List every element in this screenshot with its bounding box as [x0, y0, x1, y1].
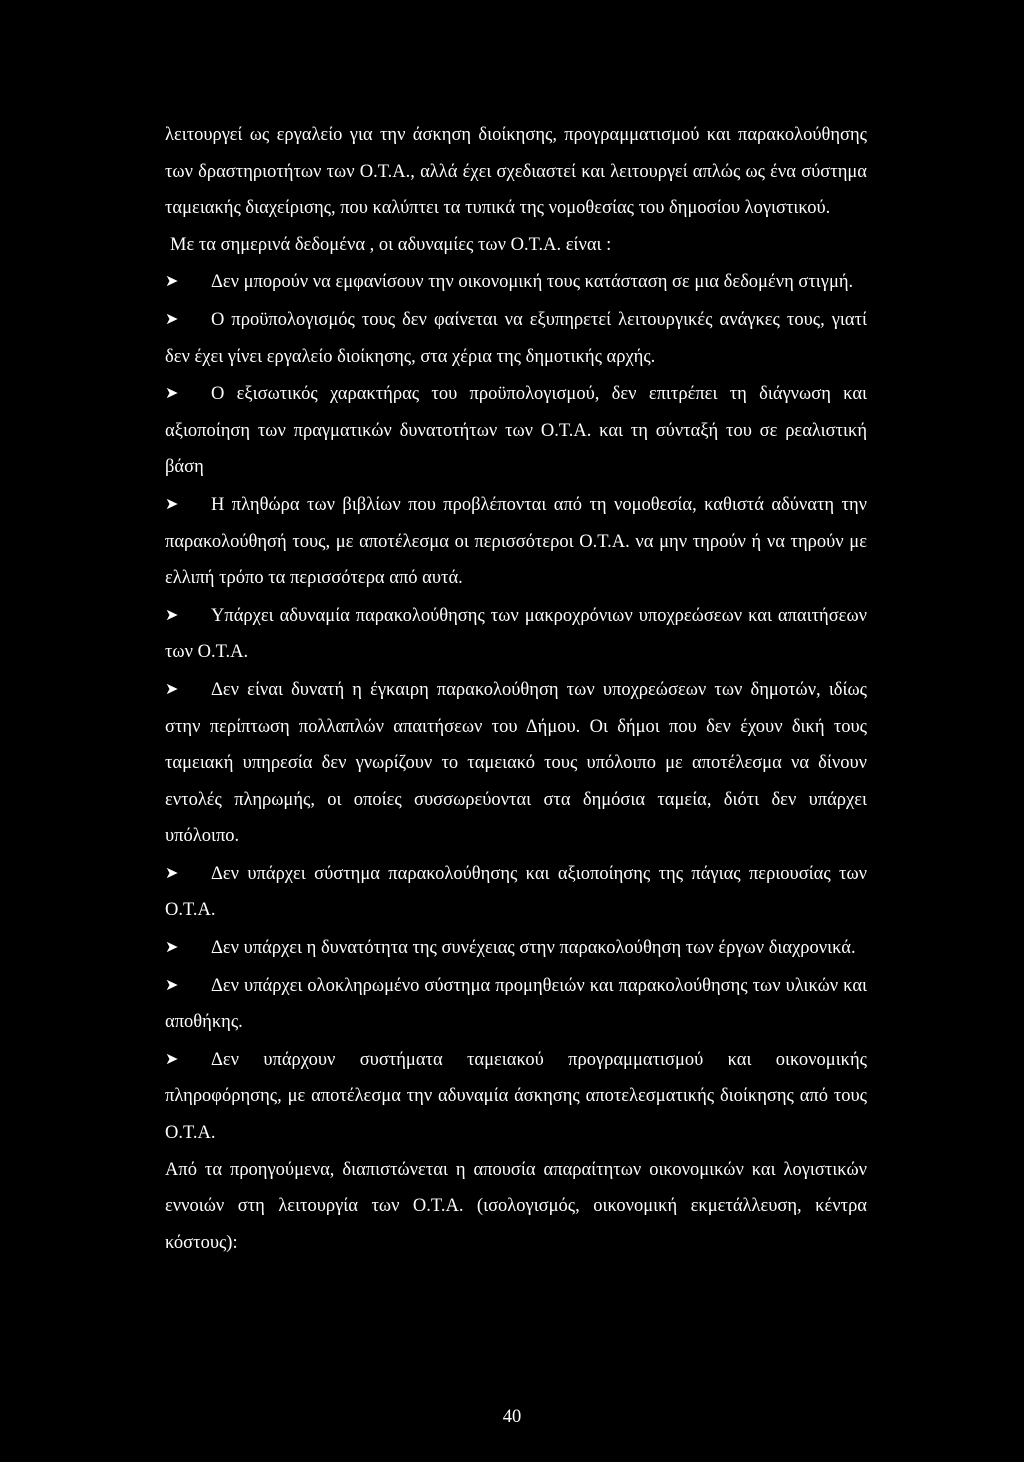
bullet-text: Δεν υπάρχει η δυνατότητα της συνέχειας στην παρακολούθηση των έργων διαχρονικά.	[211, 938, 856, 959]
arrowhead-bullet-icon: ➤	[165, 1048, 179, 1068]
bullet-text: Δεν υπάρχουν συστήματα ταμειακού προγραμματισμού και οικονομικής πληροφόρησης, με αποτέλεσμα την αδυναμία άσκησης αποτελεσματικής διοίκησης από τους Ο.Τ.Α.	[165, 1049, 867, 1144]
bullet-text: Δεν μπορούν να εμφανίσουν την οικονομική τους κατάσταση σε μια δεδομένη στιγμή.	[211, 272, 854, 293]
bullet-text: Δεν υπάρχει σύστημα παρακολούθησης και αξιοποίησης της πάγιας περιουσίας των Ο.Τ.Α.	[165, 863, 867, 921]
arrowhead-bullet-icon: ➤	[165, 678, 179, 698]
page-number: 40	[502, 1407, 522, 1427]
bullet-item-financial-status	[165, 263, 867, 301]
bullet-item-projects	[165, 929, 867, 967]
document-body	[165, 117, 867, 1261]
arrowhead-bullet-icon: ➤	[165, 974, 179, 994]
bullet-text: Η πληθώρα των βιβλίων που προβλέπονται από τη νομοθεσία, καθιστά αδύνατη την παρακολούθησή τους, με αποτέλεσμα οι περισσότεροι Ο.Τ.Α. να μην τηρούν ή να τηρούν με ελλιπή τρόπο τα περισσότερα από αυτά.	[165, 494, 867, 589]
bullet-text: Δεν είναι δυνατή η έγκαιρη παρακολούθηση των υποχρεώσεων των δημοτών, ιδίως στην περίπτωση πολλαπλών απαιτήσεων του Δήμου. Οι δήμοι που δεν έχουν δική τους ταμειακή υπηρεσία δεν γνωρίζουν το ταμειακό τους υπόλοιπο με αποτέλεσμα να δίνουν εντολές πληρωμής, οι οποίες συσσωρεύονται στα δημόσια ταμεία, διότι δεν υπάρχει υπόλοιπο.	[165, 679, 867, 847]
arrowhead-bullet-icon: ➤	[165, 493, 179, 513]
arrowhead-bullet-icon: ➤	[165, 271, 179, 291]
arrowhead-bullet-icon: ➤	[165, 862, 179, 882]
arrowhead-bullet-icon: ➤	[165, 383, 179, 403]
bullet-item-books	[165, 486, 867, 597]
paragraph-intro: λειτουργεί ως εργαλείο για την άσκηση διοίκησης, προγραμματισμού και παρακολούθησης των δραστηριοτήτων των Ο.Τ.Α., αλλά έχει σχεδιαστεί και λειτουργεί απλώς ως ένα σύστημα ταμειακής διαχείρισης, που καλύπτει τα τυπικά της νομοθεσίας του δημοσίου λογιστικού.	[165, 125, 867, 219]
arrowhead-bullet-icon: ➤	[165, 308, 179, 328]
bullet-item-cash-planning	[165, 1041, 867, 1152]
bullet-item-fixed-assets	[165, 855, 867, 929]
bullet-item-budget-needs	[165, 301, 867, 375]
bullet-item-citizen-obligations	[165, 671, 867, 855]
arrowhead-bullet-icon: ➤	[165, 604, 179, 624]
bullet-item-balancing-budget	[165, 375, 867, 486]
bullet-item-procurement	[165, 967, 867, 1041]
paragraph-weaknesses-intro: Με τα σημερινά δεδομένα , οι αδυναμίες των Ο.Τ.Α. είναι :	[170, 234, 612, 255]
bullet-text: Ο προϋπολογισμός τους δεν φαίνεται να εξυπηρετεί λειτουργικές ανάγκες τους, γιατί δεν έχει γίνει εργαλείο διοίκησης, στα χέρια της δημοτικής αρχής.	[165, 309, 867, 367]
bullet-text: Ο εξισωτικός χαρακτήρας του προϋπολογισμού, δεν επιτρέπει τη διάγνωση και αξιοποίηση των πραγματικών δυνατοτήτων των Ο.Τ.Α. και τη σύνταξή του σε ρεαλιστική βάση	[165, 384, 867, 478]
paragraph-conclusion: Από τα προηγούμενα, διαπιστώνεται η απουσία απαραίτητων οικονομικών και λογιστικών εννοιών στη λειτουργία των Ο.Τ.Α. (ισολογισμός, οικονομική εκμετάλλευση, κέντρα κόστους):	[165, 1159, 867, 1253]
bullet-text: Δεν υπάρχει ολοκληρωμένο σύστημα προμηθειών και παρακολούθησης των υλικών και αποθήκης.	[165, 975, 867, 1033]
bullet-item-long-term-obligations	[165, 597, 867, 671]
arrowhead-bullet-icon: ➤	[165, 937, 179, 957]
bullet-text: Υπάρχει αδυναμία παρακολούθησης των μακροχρόνιων υποχρεώσεων και απαιτήσεων των Ο.Τ.Α.	[165, 605, 867, 663]
